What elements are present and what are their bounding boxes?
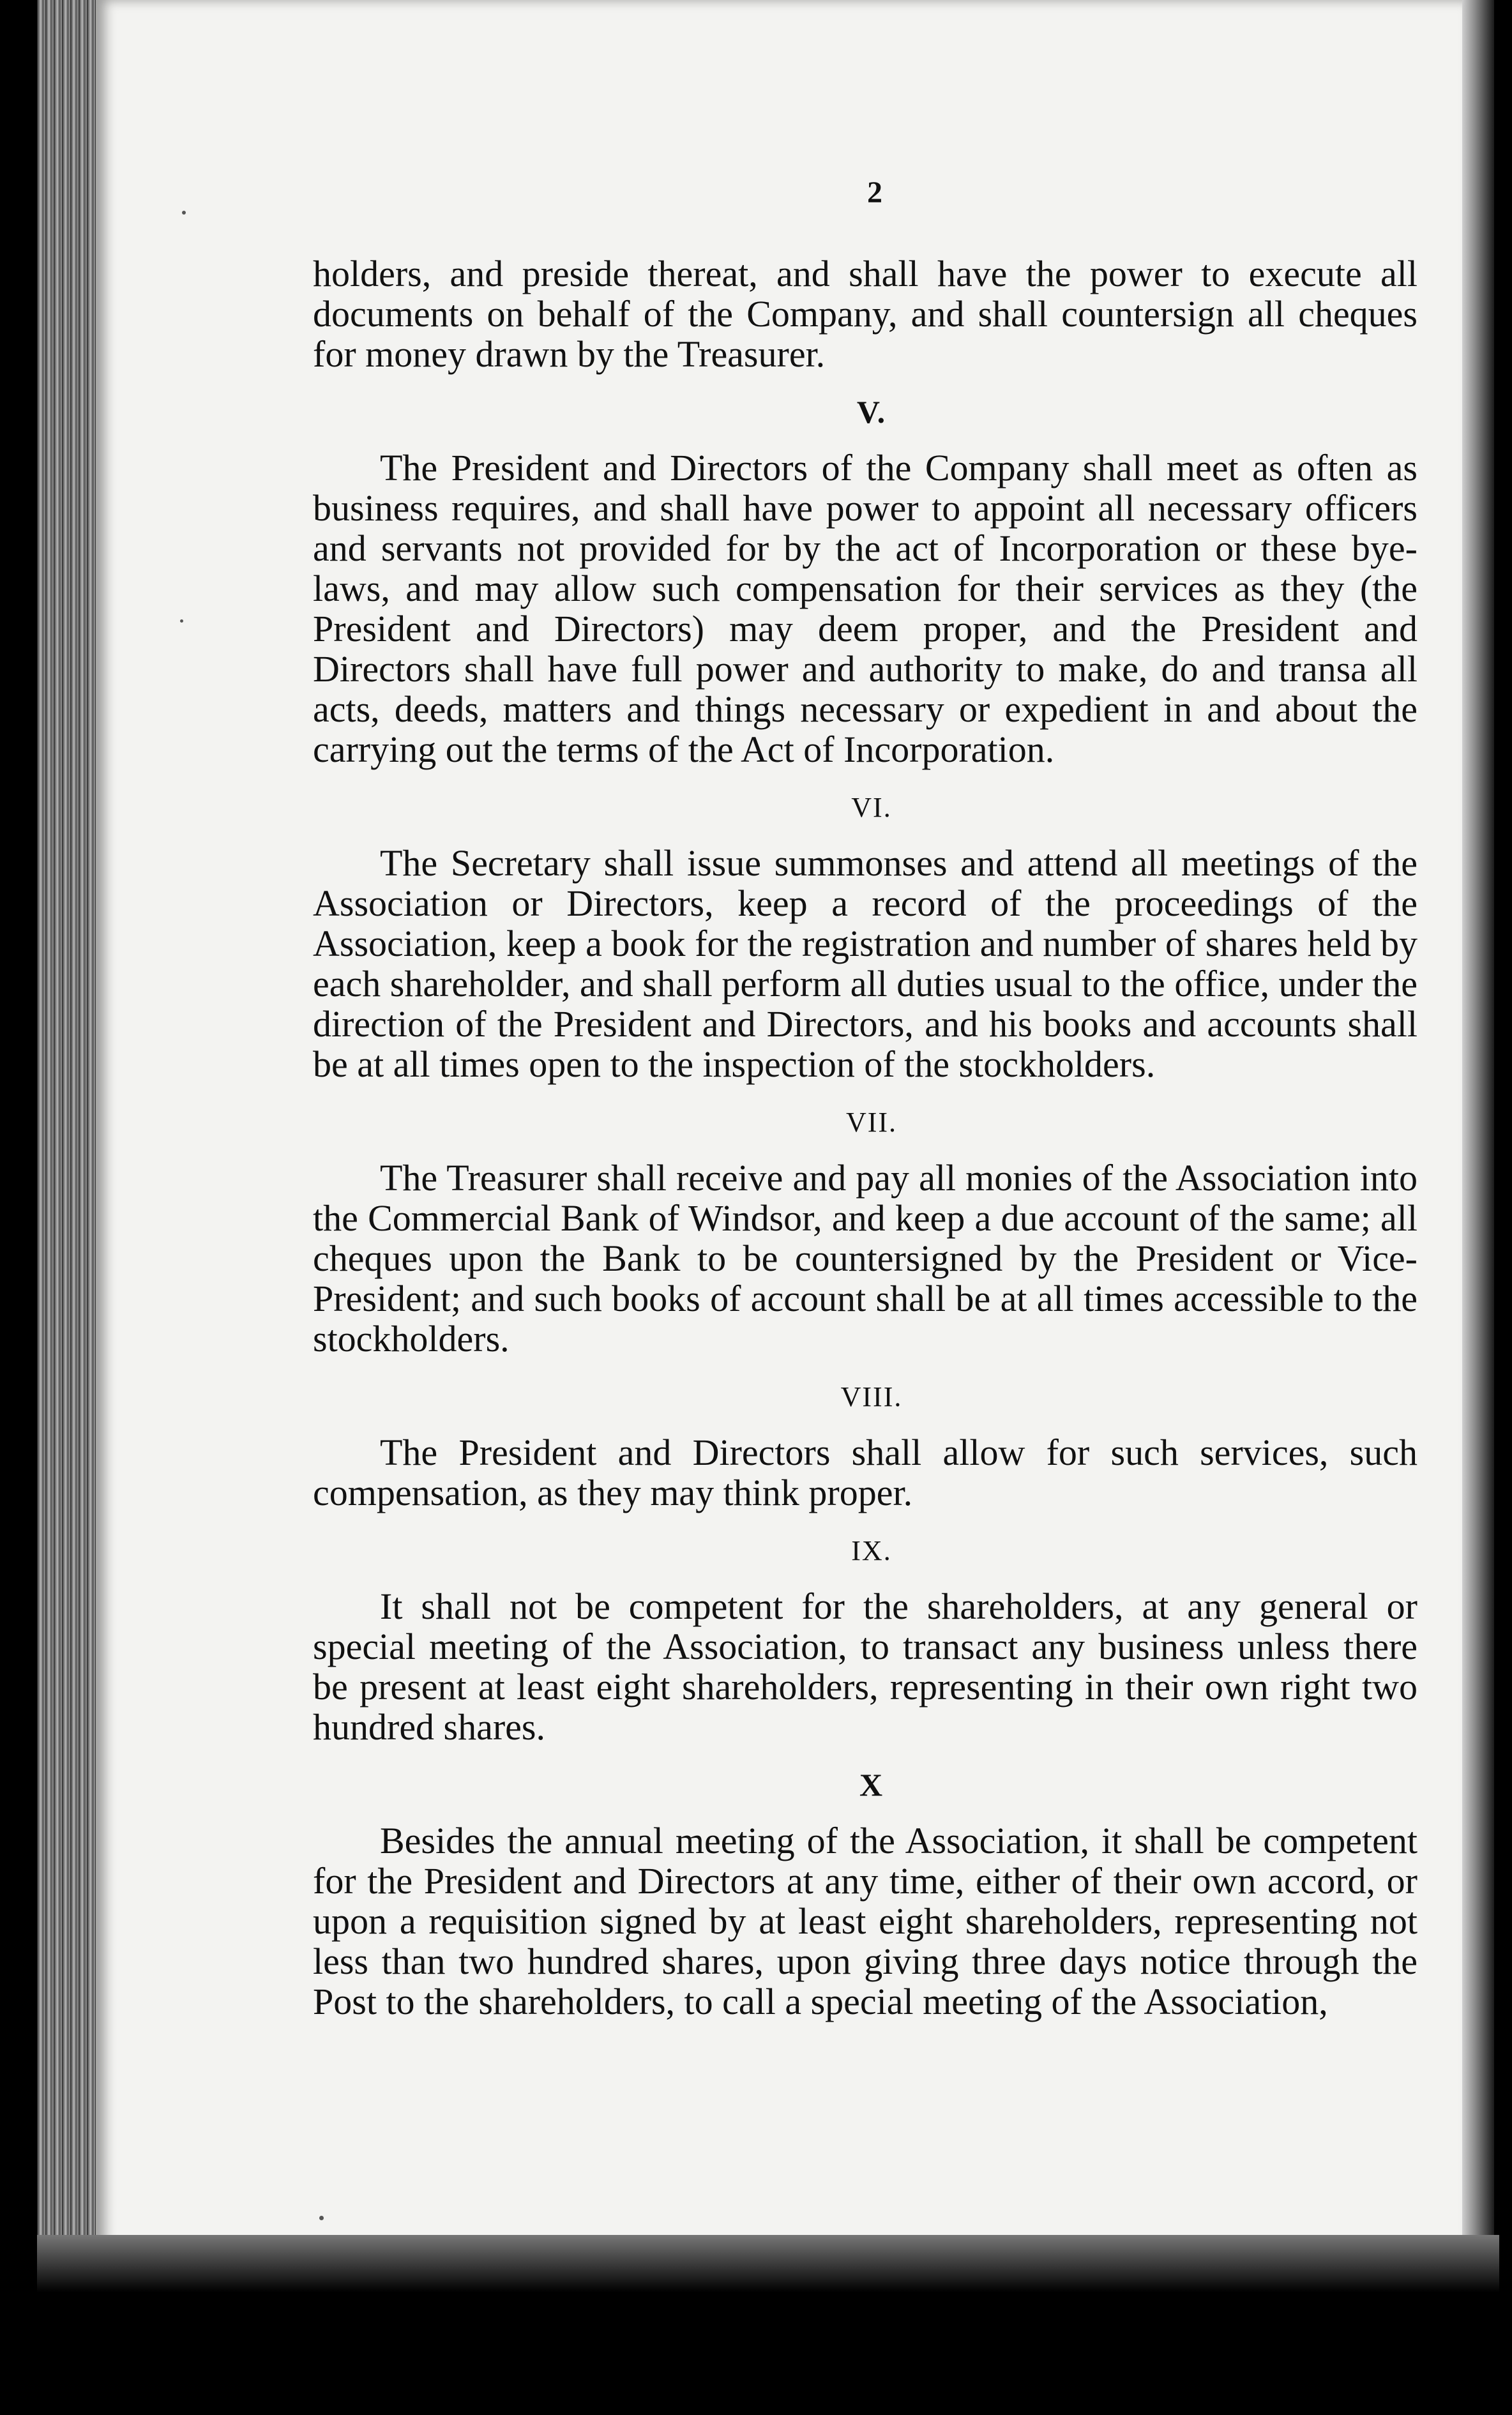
document-text (313, 172, 1418, 2022)
section-vi-text: The Secretary shall issue summonses and attend all meetings of the Association or Directors, keep a record of the proceedings of the Association, keep a book for the registration and number of shares held by each shareholder, and shall perform all duties usual to the office, under the direction of the President and Directors, and his books and accounts shall be at all times open to the inspection of the stockholders. (313, 842, 1418, 1085)
page-number: 2 (867, 176, 882, 209)
paper-speck (319, 2216, 324, 2220)
section-v-text: The President and Directors of the Company shall meet as often as business requires, and shall have power to appoint all necessary officers and servants not provided for by the act of Incorporation or these bye-laws, and may allow such compensation for their services as they (the President and Directors) may deem proper, and the President and Directors shall have full power and authority to make, do and transa all acts, deeds, matters and things necessary or expedient in and about the carrying out the terms of the Act of Incorporation. (313, 447, 1418, 770)
paper-speck (182, 211, 186, 215)
paper-speck (180, 619, 183, 623)
section-heading-viii: VIII. (840, 1381, 903, 1412)
section-ix-text: It shall not be competent for the shareholders, at any general or special meeting of the Association, to transact any business unless there be present at least eight shareholders, representing in their own right two hundred shares. (313, 1586, 1418, 1748)
section-heading-vi: VI. (851, 792, 892, 823)
page-right-edge (1462, 0, 1494, 2273)
page-bottom-shadow (37, 2235, 1499, 2292)
section-heading-vii: VII. (845, 1107, 898, 1138)
section-heading-x: X (859, 1767, 884, 1803)
section-viii-text: The President and Directors shall allow for such services, such compensation, as they may think proper. (313, 1432, 1418, 1513)
section-vii-text: The Treasurer shall receive and pay all monies of the Association into the Commercial Bank of Windsor, and keep a due account of the same; all cheques upon the Bank to be countersigned by the President or Vice-President; and such books of account shall be at all times accessible to the stockholders. (313, 1157, 1418, 1359)
section-heading-ix: IX. (851, 1535, 892, 1566)
section-heading-v: V. (856, 394, 887, 430)
intro-paragraph: holders, and preside thereat, and shall have the power to execute all documents on behalf of the Company, and shall countersign all cheques for money drawn by the Treasurer. (313, 253, 1418, 375)
section-x-text: Besides the annual meeting of the Association, it shall be competent for the President and Directors at any time, either of their own accord, or upon a requisition signed by at least eight shareholders, representing not less than two hundred shares, upon giving three days notice through the Post to the shareholders, to call a special meeting of the Association, (313, 1820, 1418, 2022)
